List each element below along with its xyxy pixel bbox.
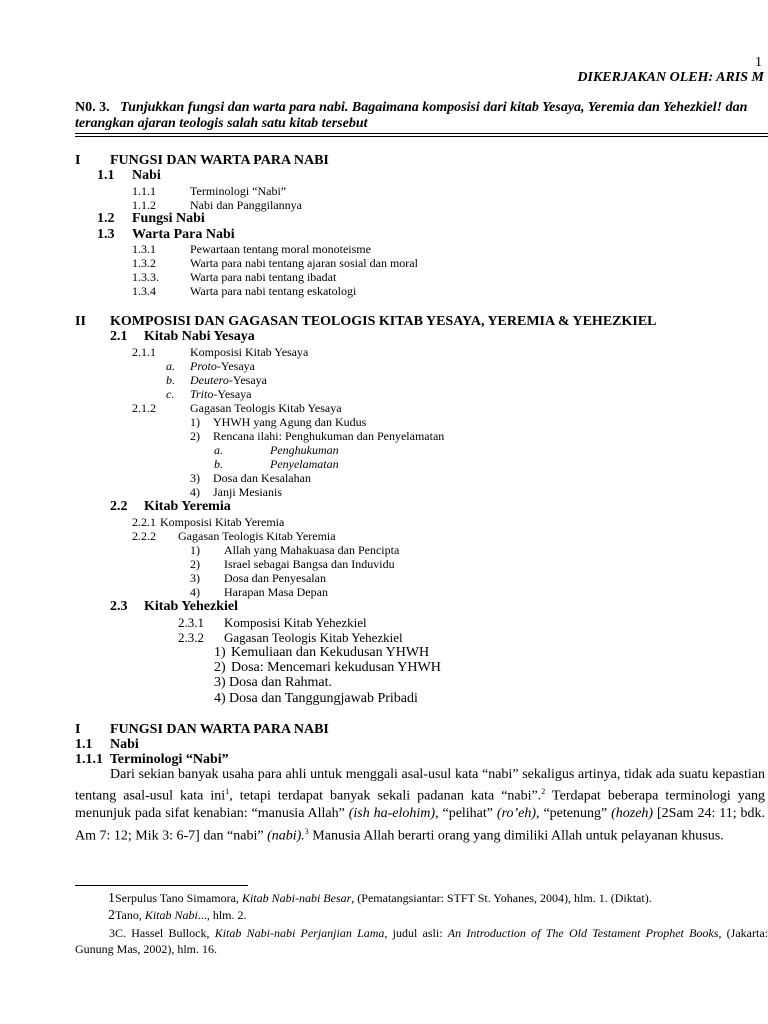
outline-s2-3-num: 2.3 (110, 599, 128, 614)
outline-s2-1-2-num: 2.1.2 (132, 401, 156, 415)
subsection-heading-num: 1.1 (75, 737, 93, 752)
footnote-ref-1[interactable]: 1 (225, 787, 230, 797)
outline-s2-2-2-4-title: Harapan Masa Depan (224, 585, 328, 599)
author-line: DIKERJAKAN OLEH: ARIS M (577, 70, 764, 85)
outline-s2-1-2-1-title: YHWH yang Agung dan Kudus (213, 415, 367, 429)
outline-s2-3-2-4-title: Dosa dan Tanggungjawab Pribadi (229, 691, 418, 706)
outline-s2-2-2-title: Gagasan Teologis Kitab Yeremia (178, 529, 336, 543)
outline-s2-2-1-num: 2.2.1 (132, 515, 156, 529)
outline-s2-3-1-title: Komposisi Kitab Yehezkiel (224, 615, 367, 630)
outline-s2-1-2-2a-num: a. (214, 443, 223, 457)
outline-s2-2-2-3-num: 3) (190, 571, 200, 585)
outline-s2-1-1-title: Komposisi Kitab Yesaya (190, 345, 309, 359)
outline-s2-1-1a-num: a. (166, 359, 175, 373)
outline-s1-num: I (75, 153, 81, 168)
outline-s2-1-1c-num: c. (166, 387, 175, 401)
outline-s2-1-2-3-num: 3) (190, 471, 200, 485)
outline-s2-3-2-1-title: Kemuliaan dan Kekudusan YHWH (231, 645, 430, 660)
question-line-1: N0. 3. Tunjukkan fungsi dan warta para nabi. Bagaimana komposisi dari kitab Yesaya, Yeremia dan Yehezkiel! dan (75, 100, 748, 115)
outline-s2-2-num: 2.2 (110, 499, 128, 514)
outline-s2-1-1a-text: Proto-Yesaya (190, 359, 255, 373)
outline-s2-3-2-3-num: 3) (214, 675, 226, 690)
outline-s1-2-num: 1.2 (97, 211, 115, 226)
outline-s2-2-2-1-title: Allah yang Mahakuasa dan Pencipta (224, 543, 400, 557)
outline-s1-2-title: Fungsi Nabi (132, 211, 205, 226)
outline-s2-2-1-title: Komposisi Kitab Yeremia (160, 515, 285, 529)
outline-s2-3-2-1-num: 1) (214, 645, 226, 660)
outline-s2-2-2-3-title: Dosa dan Penyesalan (224, 571, 326, 585)
outline-s2-1-2-2b-title: Penyelamatan (270, 457, 339, 471)
outline-s2-title: KOMPOSISI DAN GAGASAN TEOLOGIS KITAB YESAYA, YEREMIA & YEHEZKIEL (110, 314, 657, 329)
outline-s2-2-2-2-title: Israel sebagai Bangsa dan Induvidu (224, 557, 395, 571)
outline-s2-2-2-2-num: 2) (190, 557, 200, 571)
outline-s2-1-title: Kitab Nabi Yesaya (144, 329, 255, 344)
outline-s2-1-2-3-title: Dosa dan Kesalahan (213, 471, 311, 485)
footnote-2: 2Tano, Kitab Nabi..., hlm. 2. (108, 908, 247, 923)
outline-s2-3-2-3-title: Dosa dan Rahmat. (229, 675, 333, 690)
outline-s2-3-2-num: 2.3.2 (178, 630, 204, 645)
outline-s2-3-2-4-num: 4) (214, 691, 226, 706)
outline-s2-3-title: Kitab Yehezkiel (144, 599, 238, 614)
outline-s1-3-title: Warta Para Nabi (132, 227, 235, 242)
outline-s1-3-1-num: 1.3.1 (132, 242, 156, 256)
outline-s2-3-2-2-title: Dosa: Mencemari kekudusan YHWH (231, 660, 441, 675)
body-paragraph: Dari sekian banyak usaha para ahli untuk menggali asal-usul kata “nabi” sekaligus artinya, tidak ada suatu kepastian tentang asal-usul kata ini$^1$, tetapi terdapat banyak sekali padanan kata “nabi”.$^2$ Terdapat beberapa terminologi yang menunjuk pada sifat kenabian: “manusia Allah” (ish ha-elohim), “pelihat” (ro’eh), “petenung” (hozeh) [2Sam 24: 11; bdk. Am 7: 12; Mik 3: 6-7] dan “nabi” (nabi).$^3$ Manusia Allah berarti orang yang dimiliki Allah untuk pelayanan khusus. (75, 767, 765, 844)
double-rule-bottom (75, 136, 768, 137)
outline-s1-1-num: 1.1 (97, 168, 115, 183)
outline-s1-3-2-title: Warta para nabi tentang ajaran sosial dan moral (190, 256, 418, 270)
outline-s2-1-2-2b-num: b. (214, 457, 223, 471)
outline-s2-2-title: Kitab Yeremia (144, 499, 231, 514)
question-text: Tunjukkan fungsi dan warta para nabi. Bagaimana komposisi dari kitab Yesaya, Yeremia dan Yehezkiel! dan (120, 100, 748, 115)
outline-s2-1-1-num: 2.1.1 (132, 345, 156, 359)
outline-s1-1-title: Nabi (132, 168, 161, 183)
outline-s1-1-1-num: 1.1.1 (132, 184, 156, 198)
outline-s1-1-2-num: 1.1.2 (132, 198, 156, 212)
question-line-2: terangkan ajaran teologis salah satu kitab tersebut (75, 116, 368, 131)
footnote-3: 3C. Hassel Bullock, Kitab Nabi-nabi Perjanjian Lama, judul asli: An Introduction of The Old Testament Prophet Books, (Jakarta: Gunung Mas, 2002), hlm. 16. (75, 926, 768, 956)
outline-s2-1-2-2-title: Rencana ilahi: Penghukuman dan Penyelamatan (213, 429, 445, 443)
subsubsection-heading: 1.1.1 Terminologi “Nabi” (75, 752, 229, 767)
outline-s1-3-3-num: 1.3.3. (132, 270, 159, 284)
section-heading-num: I (75, 722, 81, 737)
footnote-1: 1Serpulus Tano Simamora, Kitab Nabi-nabi Besar, (Pematangsiantar: STFT St. Yohanes, 2004), hlm. 1. (Diktat). (108, 891, 652, 906)
outline-s2-1-2-2-num: 2) (190, 429, 200, 443)
footnote-separator (75, 885, 248, 886)
outline-s2-1-2-title: Gagasan Teologis Kitab Yesaya (190, 401, 342, 415)
outline-s2-1-1b-num: b. (166, 373, 175, 387)
outline-s2-3-2-2-num: 2) (214, 660, 226, 675)
subsection-heading: Nabi (110, 737, 139, 752)
outline-s2-1-2-4-title: Janji Mesianis (213, 485, 282, 499)
outline-s1-3-2-num: 1.3.2 (132, 256, 156, 270)
outline-s1-3-3-title: Warta para nabi tentang ibadat (190, 270, 337, 284)
double-rule-top (75, 133, 768, 134)
outline-s2-1-1c-text: Trito-Yesaya (190, 387, 252, 401)
outline-s2-2-2-num: 2.2.2 (132, 529, 156, 543)
outline-s1-1-1-title: Terminologi “Nabi” (190, 184, 287, 198)
outline-s1-1-2-title: Nabi dan Panggilannya (190, 198, 302, 212)
outline-s2-1-num: 2.1 (110, 329, 128, 344)
section-heading: FUNGSI DAN WARTA PARA NABI (110, 722, 329, 737)
outline-s1-title: FUNGSI DAN WARTA PARA NABI (110, 153, 329, 168)
outline-s2-3-1-num: 2.3.1 (178, 615, 204, 630)
outline-s2-1-2-1-num: 1) (190, 415, 200, 429)
outline-s2-2-2-1-num: 1) (190, 543, 200, 557)
outline-s1-3-1-title: Pewartaan tentang moral monoteisme (190, 242, 371, 256)
outline-s1-3-num: 1.3 (97, 227, 115, 242)
footnote-ref-2[interactable]: 2 (541, 787, 546, 797)
outline-s2-3-2-title: Gagasan Teologis Kitab Yehezkiel (224, 630, 403, 645)
outline-s1-3-4-num: 1.3.4 (132, 284, 156, 298)
page-number: 1 (755, 55, 762, 70)
outline-s2-1-1b-text: Deutero-Yesaya (190, 373, 267, 387)
outline-s2-num: II (75, 314, 86, 329)
outline-s2-1-2-2a-title: Penghukuman (270, 443, 339, 457)
footnote-ref-3[interactable]: 3 (304, 826, 309, 836)
outline-s1-3-4-title: Warta para nabi tentang eskatologi (190, 284, 357, 298)
outline-s2-2-2-4-num: 4) (190, 585, 200, 599)
question-number: N0. 3 (75, 100, 107, 115)
outline-s2-1-2-4-num: 4) (190, 485, 200, 499)
